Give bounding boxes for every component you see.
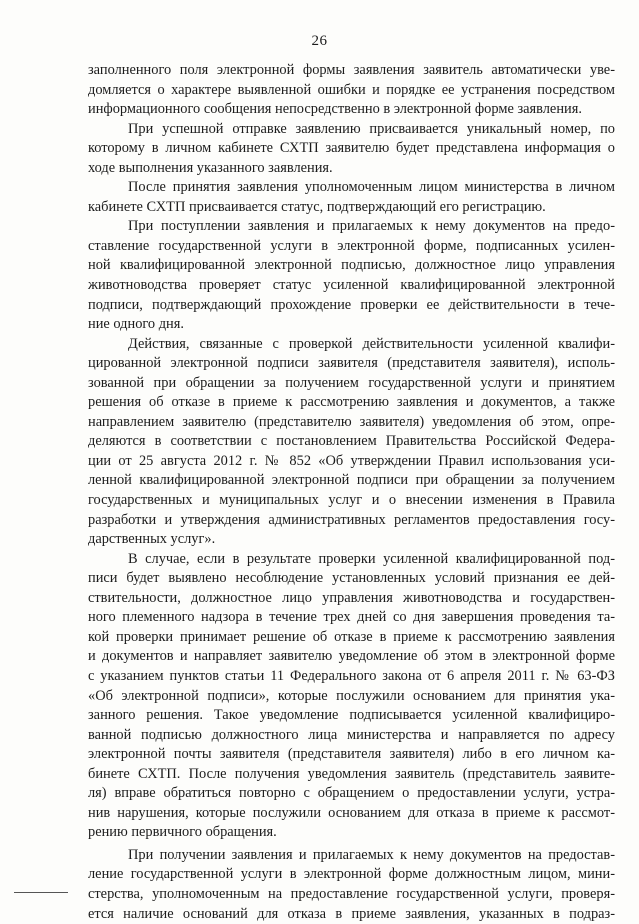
text-line: ной квалифицированной электронной подписью, должностное лицо управления — [88, 257, 615, 274]
text-line: ленной квалифицированной электронной подписи при обращении за получением — [88, 472, 615, 489]
text-line: подписи, подтверждающий прохождение проверки ее действительности в тече- — [88, 296, 615, 313]
text-line: При поступлении заявления и прилагаемых к нему документов на предо- — [128, 218, 615, 235]
text-line: Действия, связанные с проверкой действительности усиленной квалифи- — [128, 335, 615, 352]
document-body — [88, 61, 615, 924]
text-line: деляются в соответствии с постановлением Правительства Российской Федера- — [88, 433, 615, 450]
text-line: зованной при обращении за получением государственной услуги и принятием — [88, 374, 615, 391]
text-line: нив нарушения, которые послужили основанием для отказа в приеме к рассмот- — [88, 804, 615, 821]
text-line: кабинете СХТП присваивается статус, подтверждающий его регистрацию. — [88, 198, 546, 215]
paragraph — [88, 178, 615, 217]
text-line: рению первичного обращения. — [88, 824, 277, 841]
text-line: После принятия заявления уполномоченным лицом министерства в личном — [128, 179, 615, 196]
text-line: занного решения. Такое уведомление подписывается усиленной квалифициро- — [88, 707, 615, 724]
text-line: электронной почты заявителя (представителя заявителя) либо в его личном ка- — [88, 746, 615, 763]
text-line: государственных и муниципальных услуг и о внесении изменения в Правила — [88, 492, 615, 509]
text-line: животноводства проверяет статус усиленной квалифицированной электронной — [88, 277, 615, 294]
paragraph — [88, 120, 615, 179]
text-line: В случае, если в результате проверки усиленной квалифицированной под- — [128, 550, 615, 567]
paragraph — [88, 61, 615, 120]
text-line: разработки и утверждения административных регламентов предоставления госу- — [88, 511, 615, 528]
text-line: писи будет выявлено несоблюдение установленных условий признания ее дей- — [88, 570, 615, 587]
text-line: дарственных услуг». — [88, 531, 216, 548]
text-line: ного племенного надзора в течение трех дней со дня завершения проведения та- — [88, 609, 615, 626]
text-line: решения об отказе в приеме к рассмотрению заявления и документов, а также — [88, 394, 615, 411]
text-line: заполненного поля электронной формы заявления заявитель автоматически уве- — [88, 62, 615, 78]
text-line: цированной электронной подписи заявителя (представителя заявителя), исполь- — [88, 355, 615, 372]
paragraph — [88, 217, 615, 334]
text-line: «Об электронной подписи», которые послужили основанием для принятия ука- — [88, 687, 615, 704]
text-line: стерства, уполномоченным на предоставление государственной услуги, проверя- — [88, 885, 615, 902]
text-line: ствительности, должностное лицо управления животноводства и государствен- — [88, 589, 615, 606]
page-number: 26 — [311, 33, 328, 49]
text-line: бинете СХТП. После получения уведомления заявитель (представитель заявите- — [88, 765, 615, 782]
text-line: и документов и направляет заявителю уведомление об этом в электронной форме — [88, 648, 615, 665]
text-line: При успешной отправке заявлению присваивается уникальный номер, по — [128, 120, 615, 137]
text-line: кой проверки принимает решение об отказе в приеме к рассмотрению заявления — [88, 628, 615, 645]
paragraph — [88, 846, 615, 924]
text-line: направлением заявителю (представителю заявителя) уведомления об этом, опре- — [88, 413, 615, 430]
paragraph — [88, 335, 615, 550]
text-line: домляется о характере выявленной ошибки и порядке ее устранения посредством — [88, 81, 615, 98]
text-line: ление государственной услуги в электронной форме должностным лицом, мини- — [88, 866, 615, 883]
footnote-rule — [14, 892, 68, 893]
text-line: ние одного дня. — [88, 316, 184, 333]
text-line: ходе выполнения указанного заявления. — [88, 159, 333, 176]
text-line: информационного сообщения непосредственно в электронной форме заявления. — [88, 101, 582, 118]
text-line: которому в личном кабинете СХТП заявителю будет представлена информация о — [88, 140, 615, 157]
text-line: ется наличие оснований для отказа в приеме заявления, указанных в подраз- — [88, 905, 615, 922]
text-line: ля) вправе обратиться повторно с обращением о предоставлении услуги, устра- — [88, 785, 615, 802]
text-line: ставление государственной услуги в электронной форме, подписанных усилен- — [88, 237, 615, 254]
text-line: ванной подписью должностного лица министерства и направляется по адресу — [88, 726, 615, 743]
text-line: ции от 25 августа 2012 г. № 852 «Об утверждении Правил использования уси- — [88, 452, 615, 469]
text-line: При получении заявления и прилагаемых к нему документов на предостав- — [128, 846, 615, 863]
paragraph — [88, 550, 615, 843]
text-line: с указанием пунктов статьи 11 Федерального закона от 6 апреля 2011 г. № 63-ФЗ — [88, 667, 615, 684]
